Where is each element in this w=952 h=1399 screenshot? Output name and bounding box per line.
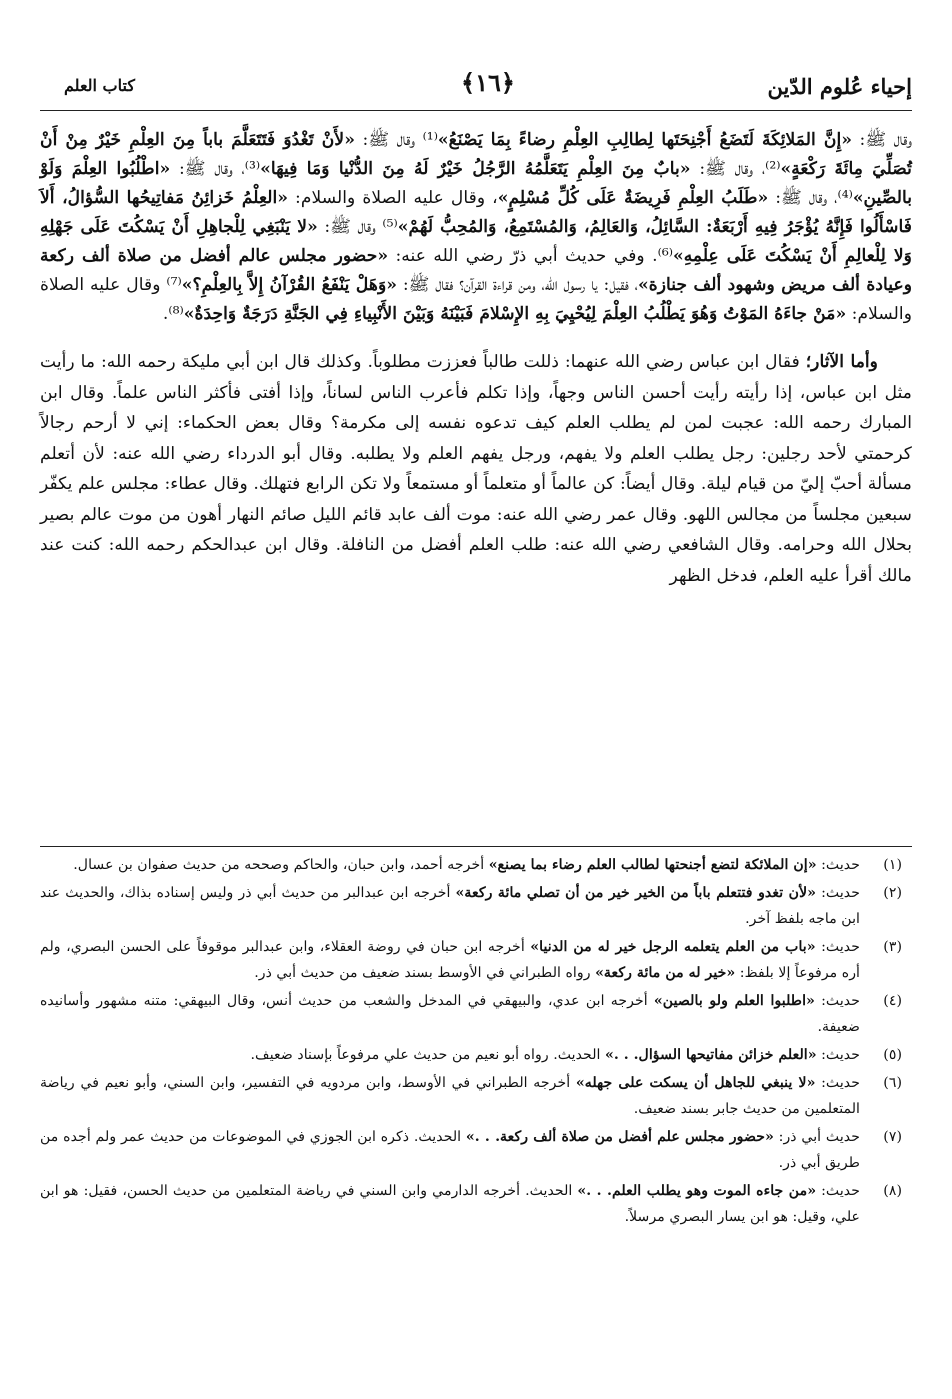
footnote	[40, 852, 902, 878]
quoted-text: «طَلَبُ العِلْمِ فَرِيضَةٌ عَلَى كُلِّ مُسْلِمٍ»	[497, 188, 769, 208]
footnotes	[40, 852, 902, 1232]
body-text: حديث أبي ذر:	[773, 1129, 860, 1145]
quoted-text: «من جاءه الموت وهو يطلب العلم. . .»	[577, 1183, 817, 1199]
footnote-number: (١)	[883, 857, 902, 873]
body-text: ⁽⁶⁾. وفي حديث أبي ذرّ رضي الله عنه:	[388, 246, 673, 266]
footnote-number: (٤)	[883, 993, 902, 1009]
footnote-text	[251, 1047, 860, 1063]
body-text: ، وقال عليه الصلاة والسلام:	[288, 188, 498, 208]
body-text: أخرجه أحمد، وابن حبان، والحاكم وصححه من حديث صفوان بن عسال.	[73, 857, 489, 873]
quoted-text: «حضور مجلس عالم أفضل من صلاة ألف ركعة وعيادة ألف مريض وشهود ألف جنازة»	[40, 246, 912, 295]
athar-lead: وأما الآثار؛	[805, 352, 878, 372]
body-text: حديث:	[816, 857, 860, 873]
body-text: ⁽⁵⁾ وقال ﷺ:	[317, 217, 398, 237]
quoted-text: «اطْلُبُوا العِلْمَ وَلَوْ بالصِّينِ»	[40, 159, 912, 208]
page-number: ﴿١٦﴾	[461, 68, 515, 97]
quoted-text: «بابٌ مِنَ العِلْمِ يَتَعَلَّمُهُ الرَّجُلُ خَيْرٌ لَهُ مِنَ الدُّنْيا وَمَا فِيهَا»	[260, 159, 691, 179]
footnote-number: (٧)	[883, 1129, 902, 1145]
athar-text: فقال ابن عباس رضي الله عنهما: ذللت طالباً فعززت مطلوباً. وكذلك قال ابن أبي مليكة رحمه الله: ما رأيت مثل ابن عباس، إذا رأيته رأيت أحسن الناس وجهاً، وإذا تكلم فأعرب الناس لساناً، وإذا أفتى فأكثر الناس علماً. وقال ابن المبارك رحمه الله: عجبت لمن لم يطلب العلم كيف تدعوه نفسه إلى مكرمة؟ وقال بعض الحكماء: إني لا أرحم رجالاً كرحمتي لأحد رجلين: رجل يطلب العلم ولا يفهم، ورجل يفهم العلم ولا يطلبه. وقال أبو الدرداء رضي الله عنه: لأن أتعلم مسألة أحبّ إليّ من قيام ليلة. وقال أيضاً: كن عالماً أو متعلماً أو مستمعاً ولا تكن الرابع فتهلك. وقال عطاء: مجلس علم يكفّر سبعين مجلساً من مجالس اللهو. وقال عمر رضي الله عنه: موت ألف عابد قائم الليل صائم النهار أهون من موت عالم بصير بحلال الله وحرامه. وقال الشافعي رضي الله عنه: طلب العلم أفضل من النافلة. وقال ابن عبدالحكم رحمه الله: كنت عند مالك أقرأ عليه العلم، فدخل الظهر	[40, 352, 912, 586]
quoted-text: «لأن تغدو فتتعلم باباً من الخير خير من أن تصلي مائة ركعة»	[455, 885, 817, 901]
body-text: ⁽⁴⁾، وقال ﷺ:	[768, 188, 853, 208]
footnote-text	[73, 857, 860, 873]
footnote-text	[40, 1075, 860, 1117]
body-text: ⁽⁷⁾ وقال عليه الصلاة والسلام:	[40, 275, 912, 324]
quoted-text: «إِنَّ المَلائِكَةَ لَتَضَعُ أَجْنِحَتَها لِطالِبِ العِلْمِ رضاءً بِمَا يَصْنَعُ»	[437, 130, 852, 150]
footnote-number: (٦)	[883, 1075, 902, 1091]
quoted-text: «مَنْ جاءَهُ المَوْتُ وَهُوَ يَطْلُبُ العِلْمَ لِيُحْيِيَ بِهِ الإِسْلامَ فَبَيْنَهُ وَبَيْنَ الأَنْبِياءِ فِي الجَنَّةِ دَرَجَةٌ وَاحِدَةٌ»	[183, 304, 847, 324]
body-text: أخرجه ابن عبدالبر من حديث أبي ذر وليس إسناده بذاك، والحديث عند ابن ماجه بلفظ آخر.	[40, 885, 860, 927]
body-text: حديث:	[816, 1183, 860, 1199]
body-text: وقال ﷺ:	[851, 130, 912, 150]
footnote-number: (٣)	[883, 939, 902, 955]
footnote	[40, 1070, 902, 1122]
quoted-text: «لأَنْ تَغْدُوَ فَتَتَعَلَّمَ باباً مِنَ العِلْمِ خَيْرٌ مِنْ أَنْ تُصَلِّيَ مِائَةَ رَكْعَةٍ»	[40, 130, 912, 179]
body-text: الحديث. رواه أبو نعيم من حديث علي مرفوعاً بإسناد ضعيف.	[250, 1047, 605, 1063]
footnote	[40, 880, 902, 932]
body-text: ⁽³⁾، وقال ﷺ:	[170, 159, 261, 179]
footnote-text	[40, 1183, 860, 1225]
footnote	[40, 934, 902, 986]
quoted-text: «لا ينبغي للجاهل أن يسكت على جهله»	[575, 1075, 816, 1091]
body-text: حديث:	[816, 1047, 860, 1063]
footnote-divider	[40, 846, 912, 847]
footnote-number: (٥)	[883, 1047, 902, 1063]
footnote-text	[40, 939, 860, 981]
quoted-text: «لا يَنْبَغِي لِلْجاهِلِ أَنْ يَسْكُتَ عَلَى جَهْلِهِ وَلا لِلْعالِمِ أَنْ يَسْكُتَ عَلَى عِلْمِهِ»	[40, 217, 912, 266]
body-text: رواه الطبراني في الأوسط بسند ضعيف من حديث أبي ذر.	[254, 965, 596, 981]
body-text: حديث:	[814, 993, 860, 1009]
hadith-paragraph	[40, 126, 912, 329]
body-text: الحديث. ذكره ابن الجوزي في الموضوعات من حديث عمر ولم أجده من طريق أبي ذر.	[40, 1129, 860, 1171]
quoted-text: «العلم خزائن مفاتيحها السؤال. . .»	[604, 1047, 817, 1063]
body-text: حديث:	[815, 939, 861, 955]
page-header	[64, 66, 912, 106]
footnote	[40, 1124, 902, 1176]
body-text: ⁽¹⁾ وقال ﷺ:	[354, 130, 438, 150]
footnote-number: (٨)	[883, 1183, 902, 1199]
quoted-text: «إن الملائكة لتضع أجنحتها لطالب العلم رضاء بما يصنع»	[488, 857, 817, 873]
chapter-title: كتاب العلم	[64, 76, 135, 95]
body-text: ⁽⁸⁾.	[162, 304, 184, 324]
body-text: ، فقيل: يا رسول الله، ومن قراءة القرآن؟ فقال ﷺ:	[396, 275, 638, 295]
footnote	[40, 1178, 902, 1230]
body-text: حديث:	[815, 1075, 861, 1091]
body-text: الحديث. أخرجه الدارمي وابن السني في رياضة المتعلمين من حديث الحسن، فقيل: هو ابن علي، وقيل: هو ابن يسار البصري مرسلاً.	[40, 1183, 860, 1225]
quoted-text: «حضور مجلس علم أفضل من صلاة ألف ركعة. . .»	[465, 1129, 774, 1145]
body-text: حديث:	[816, 885, 861, 901]
body-text: ⁽²⁾، وقال ﷺ:	[690, 159, 781, 179]
footnote	[40, 988, 902, 1040]
quoted-text: «خير له من مائة ركعة»	[595, 965, 736, 981]
footnote-number: (٢)	[883, 885, 902, 901]
footnote-text	[40, 993, 860, 1035]
athar-paragraph	[40, 347, 912, 591]
footnote-text	[40, 1129, 860, 1171]
body-text: أخرجه ابن عدي، والبيهقي في المدخل والشعب من حديث أنس، وقال البيهقي: متنه مشهور وأسانيده ضعيفة.	[40, 993, 860, 1035]
footnote-text	[40, 885, 860, 927]
quoted-text: «العِلْمُ خَزائِنُ مَفاتِيحُها السُّؤالُ، أَلاَ فَاسْأَلُوا فَإِنَّهُ يُؤْجَرُ فِيهِ أَرْبَعَةٌ: السَّائِلُ، وَالعَالِمُ، وَالمُسْتَمِعُ، وَالمُحِبُّ لَهُمْ»	[40, 188, 912, 237]
footnote	[40, 1042, 902, 1068]
body-text: أخرجه ابن حبان في روضة العقلاء، وابن عبدالبر موقوفاً على الحسن البصري، ولم أره مرفوعاً إلا بلفظ:	[40, 939, 860, 981]
header-divider	[40, 110, 912, 111]
main-text	[40, 126, 912, 591]
quoted-text: «باب من العلم يتعلمه الرجل خير له من الدنيا»	[530, 939, 816, 955]
book-title: إحياء عُلوم الدّين	[767, 74, 912, 99]
quoted-text: «وَهَلْ يَنْفَعُ القُرْآنُ إِلاَّ بِالعِلْمِ؟»	[181, 275, 397, 295]
body-text: أخرجه الطبراني في الأوسط، وابن مردويه في التفسير، وابن السني، وأبو نعيم في رياضة المتعلمين من حديث جابر بسند ضعيف.	[40, 1075, 860, 1117]
quoted-text: «اطلبوا العلم ولو بالصين»	[653, 993, 815, 1009]
